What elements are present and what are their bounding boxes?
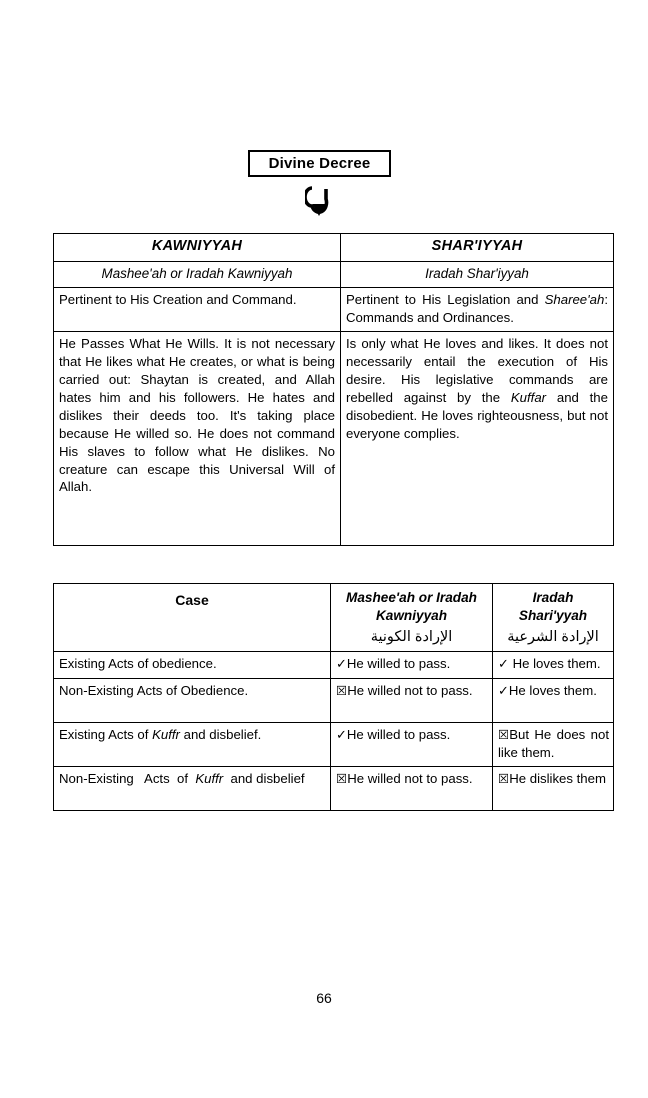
kawniyyah-column-header — [331, 584, 493, 652]
status-mark-icon: ☒ — [336, 683, 348, 699]
shariyyah-value-text: He loves them. — [508, 683, 597, 699]
kawniyyah-value — [331, 767, 493, 811]
kawniyyah-value-text: He willed to pass. — [346, 656, 451, 672]
shariyyah-value — [493, 723, 614, 767]
shariyyah-value-text: He loves them. — [512, 656, 601, 672]
table-row — [54, 723, 614, 767]
down-arrow-icon — [305, 186, 333, 216]
case-label: Existing Acts of obedience. — [54, 652, 331, 679]
shariyyah-scope: Pertinent to His Legislation and Sharee'ah: Commands and Ordinances. — [341, 287, 614, 331]
shariyyah-value — [493, 679, 614, 723]
kawniyyah-heading: KAWNIYYAH — [54, 234, 341, 262]
kawniyyah-value — [331, 652, 493, 679]
page-number: 66 — [316, 990, 332, 1006]
shariyyah-value-text: He dislikes them — [509, 771, 606, 787]
table-row — [54, 767, 614, 811]
table-row-headings — [54, 234, 614, 262]
status-mark-icon: ✓ — [336, 728, 347, 744]
divine-decree-box — [248, 150, 391, 177]
kawniyyah-column-header-arabic: الإرادة الكونية — [370, 628, 453, 645]
kawniyyah-value — [331, 723, 493, 767]
kawniyyah-scope: Pertinent to His Creation and Command. — [54, 287, 341, 331]
kawniyyah-value-text: He willed to pass. — [346, 727, 451, 743]
status-mark-icon: ☒ — [498, 771, 510, 787]
shariyyah-column-header-latin: Iradah Shari'yyah — [518, 590, 588, 624]
cases-table — [53, 583, 614, 811]
case-label: Existing Acts of Kuffr and disbelief. — [54, 723, 331, 767]
shariyyah-subheading: Iradah Shar'iyyah — [341, 261, 614, 287]
shariyyah-description: Is only what He loves and likes. It does not necessarily entail the execution of His desire. His legislative commands are rebelled against by the Kuffar and the disobedient. He loves righteousness, but not everyone complies. — [341, 331, 614, 545]
status-mark-icon: ✓ — [336, 657, 347, 673]
table-row — [54, 652, 614, 679]
concepts-table — [53, 233, 614, 546]
shariyyah-heading: SHAR'IYYAH — [341, 234, 614, 262]
shariyyah-column-header — [493, 584, 614, 652]
shariyyah-value-text: But He does not like them. — [498, 727, 609, 761]
status-mark-icon: ☒ — [498, 727, 510, 743]
kawniyyah-value-text: He willed not to pass. — [347, 771, 473, 787]
case-label: Non-Existing Acts of Kuffr and disbelief — [54, 767, 331, 811]
status-mark-icon: ✓ — [498, 684, 509, 700]
table-row-subheadings — [54, 261, 614, 287]
table-row — [54, 679, 614, 723]
case-column-header: Case — [54, 584, 331, 652]
status-mark-icon: ✓ — [498, 657, 509, 673]
kawniyyah-value-text: He willed not to pass. — [347, 683, 473, 699]
table-row-description — [54, 331, 614, 545]
shariyyah-column-header-arabic: الإرادة الشرعية — [507, 628, 599, 645]
status-mark-icon: ☒ — [336, 771, 348, 787]
kawniyyah-column-header-latin: Mashee'ah or Iradah Kawniyyah — [346, 590, 477, 624]
case-label: Non-Existing Acts of Obedience. — [54, 679, 331, 723]
shariyyah-value — [493, 652, 614, 679]
kawniyyah-description: He Passes What He Wills. It is not necessary that He likes what He creates, or what is being carried out: Shaytan is created, and Allah hates him and his followers. He hates and dislikes their deeds too. It's taking place because He willed so. He does not command His slaves to follow what He dislikes. No creature can escape this Universal Will of Allah. — [54, 331, 341, 545]
table-header-row — [54, 584, 614, 652]
divine-decree-label: Divine Decree — [268, 155, 371, 172]
kawniyyah-value — [331, 679, 493, 723]
shariyyah-value — [493, 767, 614, 811]
kawniyyah-subheading: Mashee'ah or Iradah Kawniyyah — [54, 261, 341, 287]
table-row-scope — [54, 287, 614, 331]
